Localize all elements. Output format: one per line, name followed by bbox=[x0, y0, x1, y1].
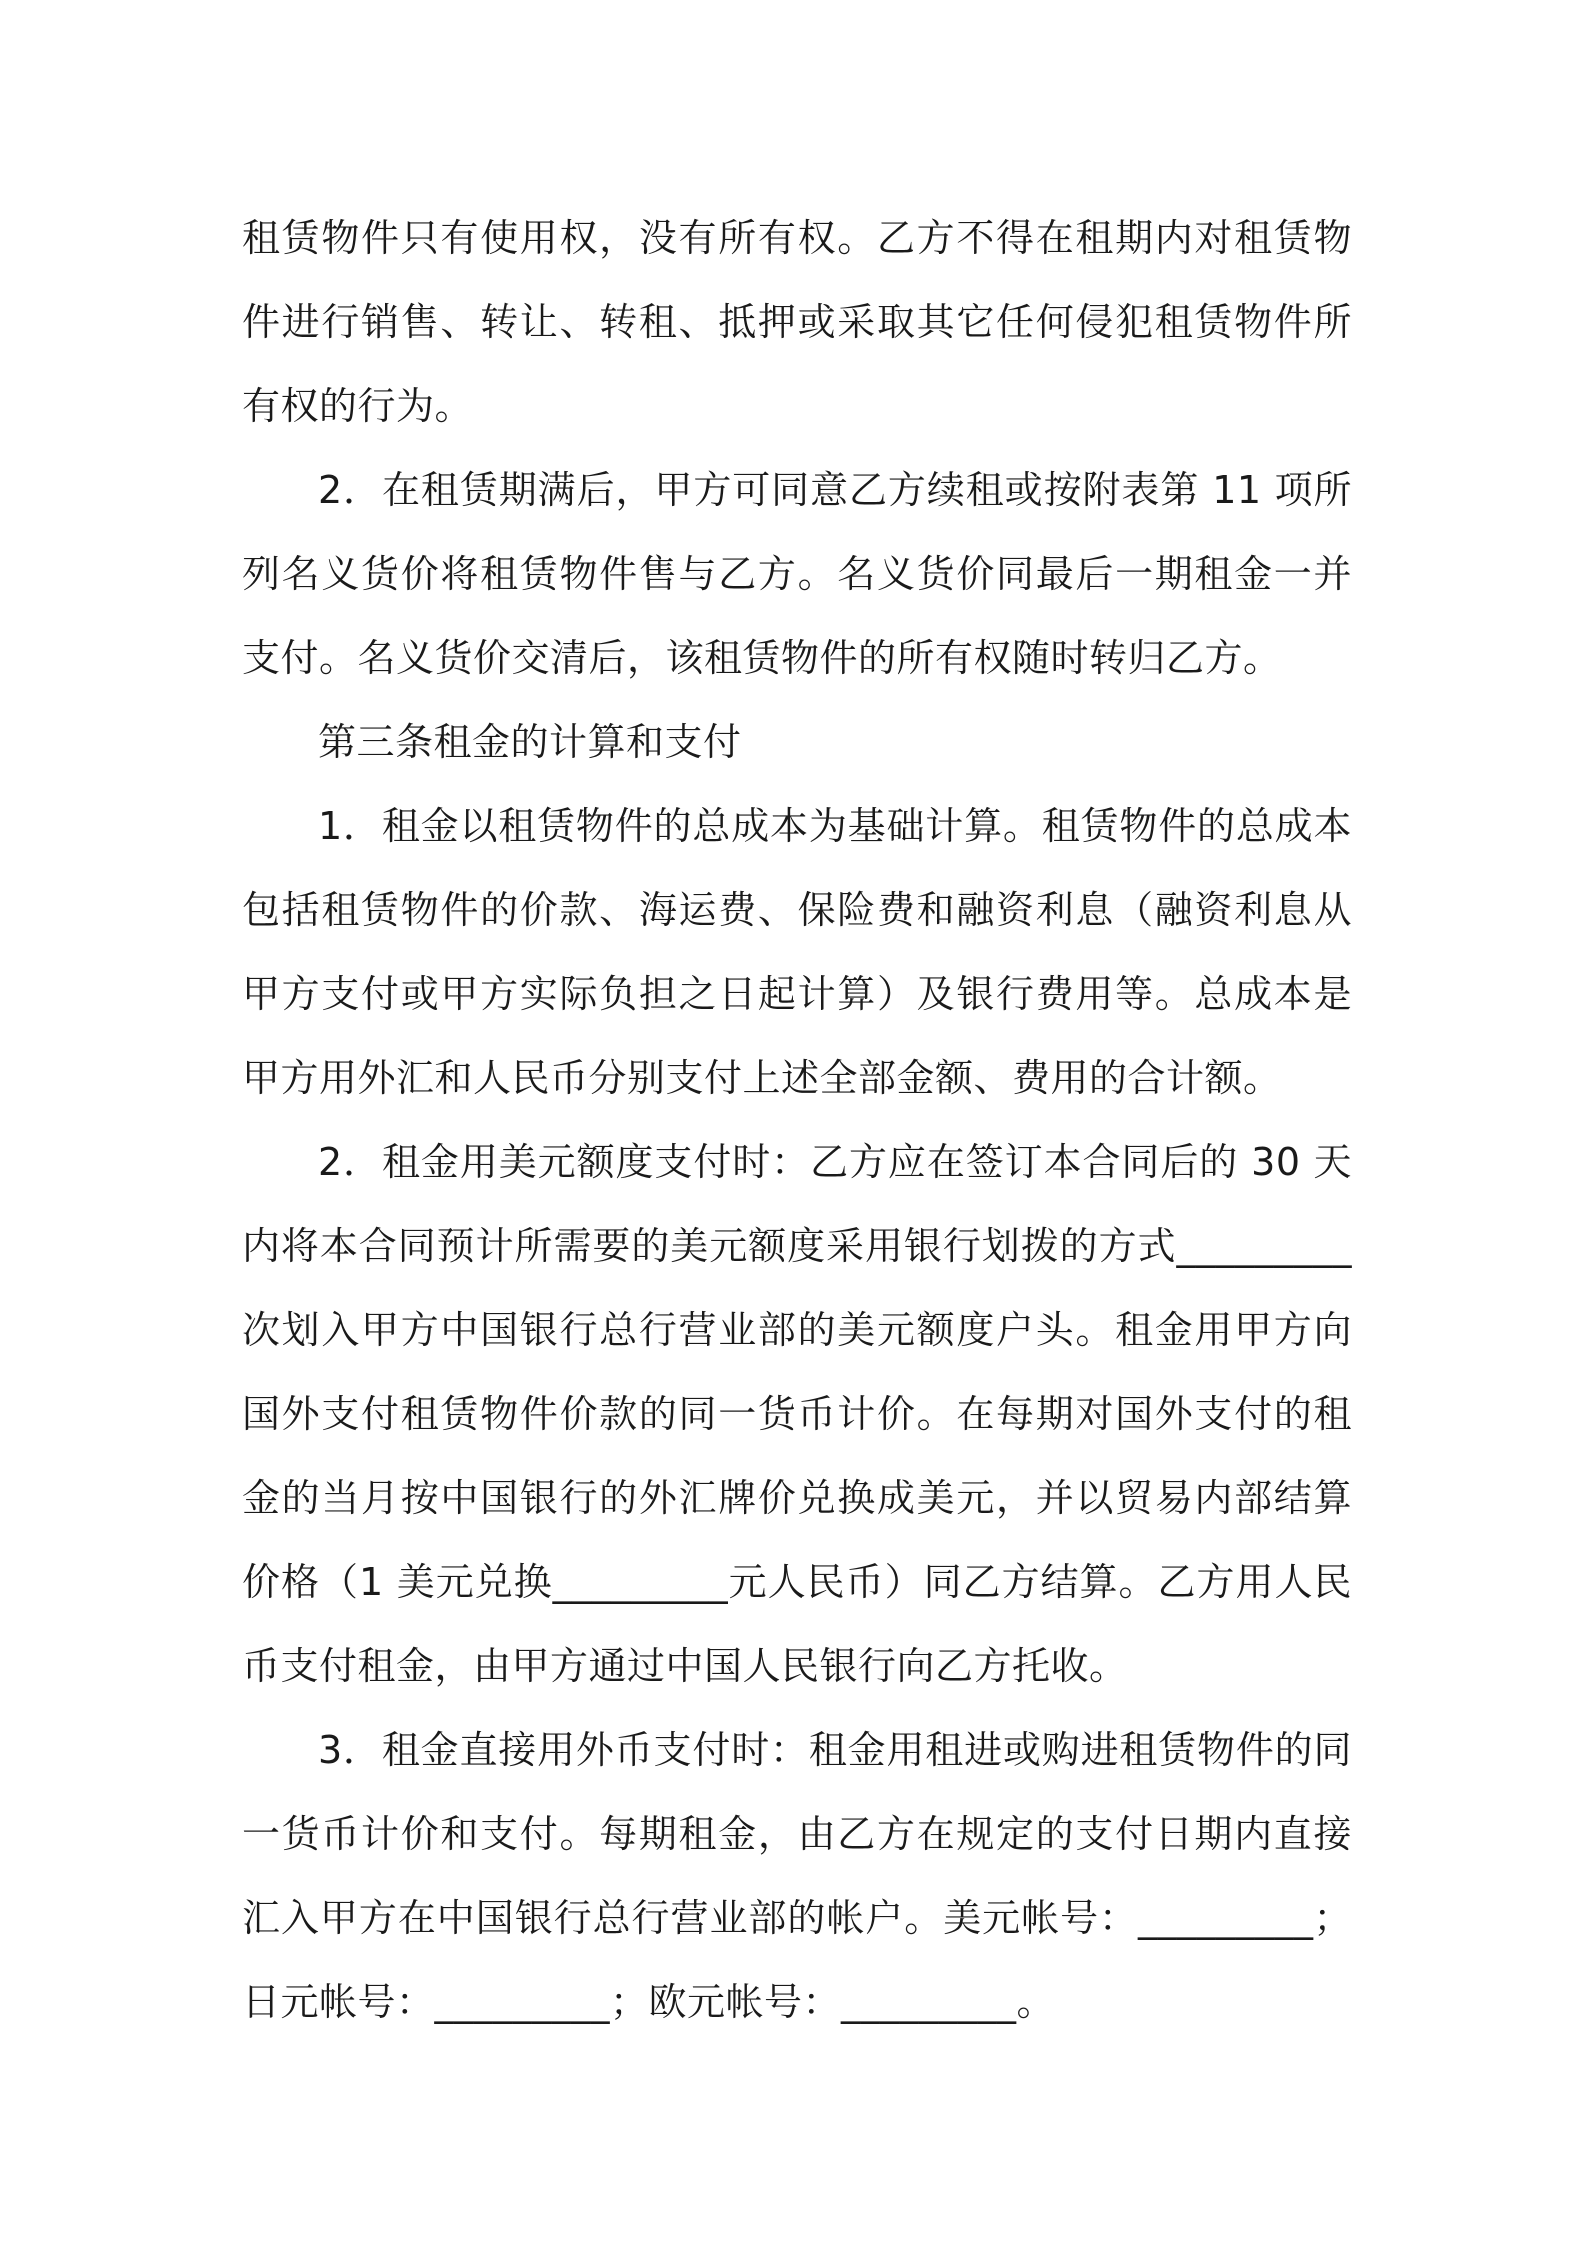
paragraph-clause-3-2: 2．租金用美元额度支付时：乙方应在签订本合同后的 30 天内将本合同预计所需要的美元额度采用银行划拨的方式_________次划入甲方中国银行总行营业部的美元额度户头。租金用甲方向国外支付租赁物件价款的同一货币计价。在每期对国外支付的租金的当月按中国银行的外汇牌价兑换成美元，并以贸易内部结算价格（1 美元兑换_________元人民币）同乙方结算。乙方用人民币支付租金，由甲方通过中国人民银行向乙方托收。 bbox=[242, 1140, 1352, 1688]
paragraph-clause-2-2: 2．在租赁期满后，甲方可同意乙方续租或按附表第 11 项所列名义货价将租赁物件售与乙方。名义货价同最后一期租金一并支付。名义货价交清后，该租赁物件的所有权随时转归乙方。 bbox=[242, 468, 1352, 680]
paragraph-clause-3-1: 1．租金以租赁物件的总成本为基础计算。租赁物件的总成本包括租赁物件的价款、海运费、保险费和融资利息（融资利息从甲方支付或甲方实际负担之日起计算）及银行费用等。总成本是甲方用外汇和人民币分别支付上述全部金额、费用的合计额。 bbox=[242, 804, 1352, 1100]
section-heading-article-3: 第三条租金的计算和支付 bbox=[318, 720, 742, 764]
paragraph-ownership-continuation: 租赁物件只有使用权，没有所有权。乙方不得在租期内对租赁物件进行销售、转让、转租、抵押或采取其它任何侵犯租赁物件所有权的行为。 bbox=[242, 216, 1352, 428]
paragraph-clause-3-3: 3．租金直接用外币支付时：租金用租进或购进租赁物件的同一货币计价和支付。每期租金，由乙方在规定的支付日期内直接汇入甲方在中国银行总行营业部的帐户。美元帐号：_________；日元帐号：_________；欧元帐号：_________。 bbox=[242, 1728, 1352, 2024]
document-page bbox=[242, 196, 1352, 2044]
